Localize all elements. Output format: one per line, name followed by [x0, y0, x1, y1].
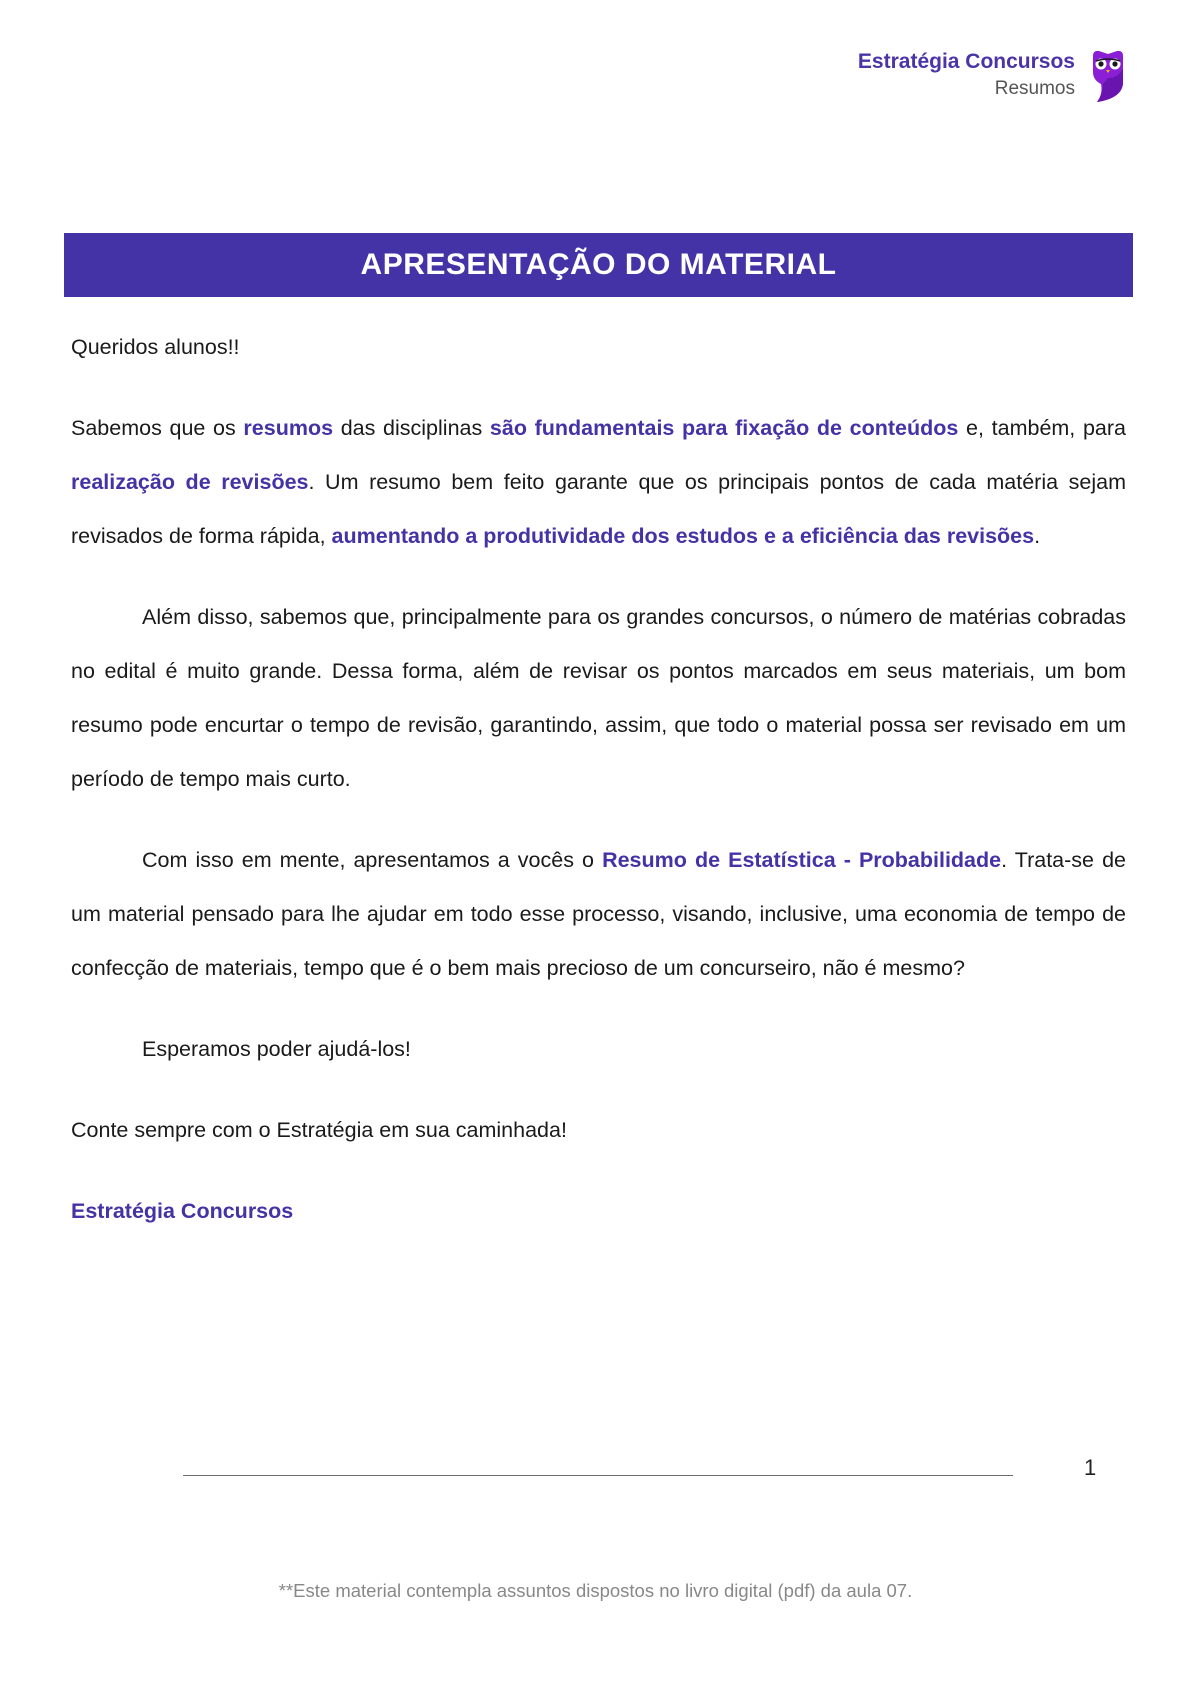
brand-name: Estratégia Concursos [857, 50, 1075, 73]
footer-divider [183, 1475, 1013, 1476]
text-run: Sabemos que os [71, 416, 244, 440]
page-number: 1 [1084, 1455, 1097, 1480]
paragraph-conte: Conte sempre com o Estratégia em sua caminhada! [71, 1118, 567, 1142]
document-body [71, 320, 1126, 1238]
section-title: APRESENTAÇÃO DO MATERIAL [360, 248, 837, 281]
text-run: e, também, para [958, 416, 1126, 440]
paragraph-intro [71, 401, 1126, 563]
brand-subtitle: Resumos [994, 78, 1075, 99]
paragraph-alem-disso: Além disso, sabemos que, principalmente para os grandes concursos, o número de matérias cobradas no edital é muito grande. Dessa forma, além de revisar os pontos marcados em seus materiais, um bom resumo pode encurtar o tempo de revisão, garantindo, assim, que todo o material possa ser revisado em um período de tempo mais curto. [71, 605, 1126, 791]
text-run: das disciplinas [333, 416, 490, 440]
text-run: . Um resumo bem feito garante que os principais pontos de cada matéria sejam revisados de forma rápida, [71, 470, 1127, 548]
footnote: **Este material contempla assuntos dispostos no livro digital (pdf) da aula 07. [278, 1580, 913, 1601]
text-run: . [1034, 524, 1041, 548]
owl-icon [1089, 48, 1127, 104]
greeting: Queridos alunos!! [71, 335, 240, 359]
header-brand [858, 48, 1075, 102]
signature: Estratégia Concursos [71, 1199, 294, 1223]
highlight-resumo-title: Resumo de Estatística - Probabilidade [602, 848, 1002, 872]
text-run: Com isso em mente, apresentamos a vocês o [142, 848, 603, 872]
section-title-bar [64, 233, 1133, 297]
highlight-revisoes: realização de revisões [71, 470, 309, 494]
paragraph-esperamos: Esperamos poder ajudá-los! [142, 1037, 411, 1061]
highlight-fixacao: são fundamentais para fixação de conteúdos [489, 416, 959, 440]
highlight-resumos: resumos [243, 416, 334, 440]
text-run: . Trata-se de um material pensado para lhe ajudar em todo esse processo, visando, inclusive, uma economia de tempo de confecção de materiais, tempo que é o bem mais precioso de um concurseiro, não é mesmo? [71, 848, 1126, 980]
paragraph-resumo [71, 833, 1126, 995]
highlight-produtividade: aumentando a produtividade dos estudos e a eficiência das revisões [331, 524, 1035, 548]
